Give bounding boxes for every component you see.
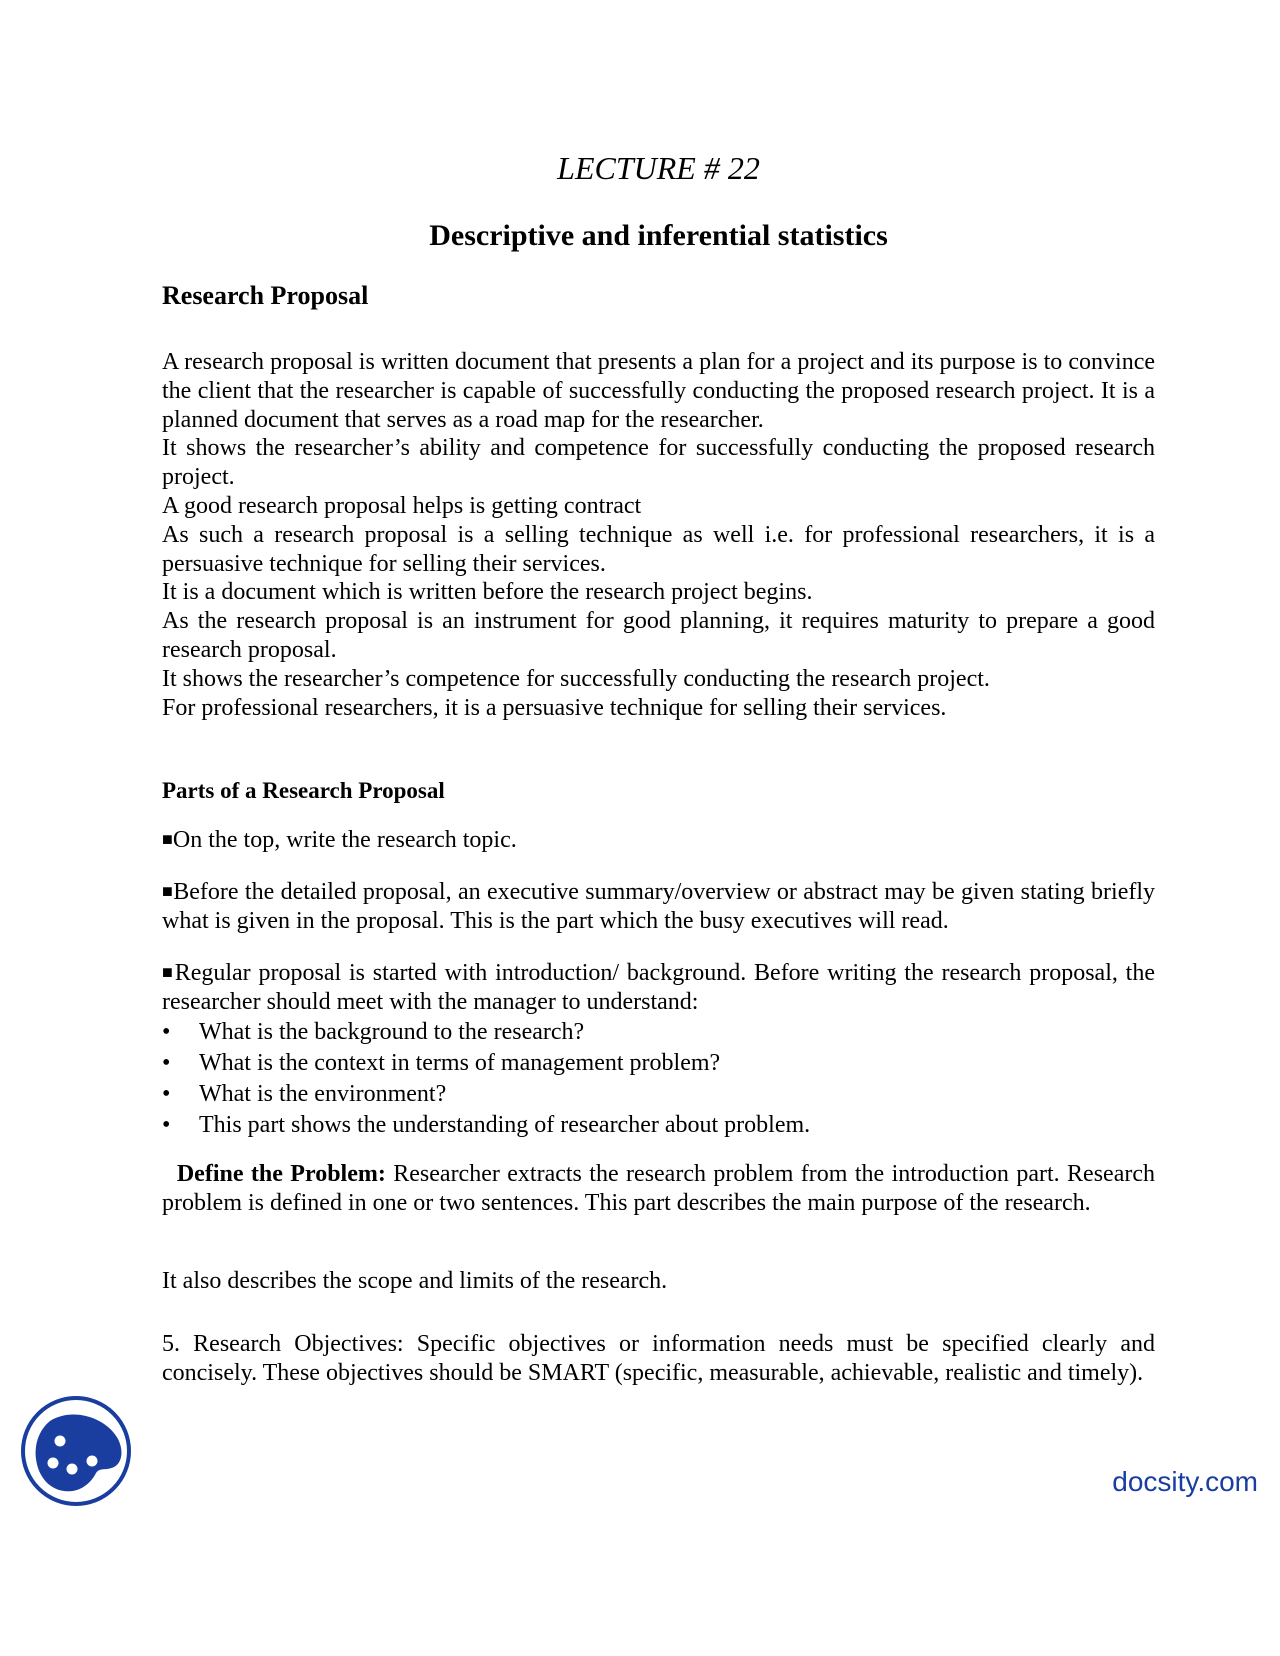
docsity-brand-link[interactable]: docsity.com: [1112, 1466, 1258, 1497]
research-proposal-body: [162, 348, 1155, 722]
define-problem-text: Researcher extracts the research problem from the introduction part. Research problem is defined in one or two sentences. This part describes the main purpose of the research.: [162, 1161, 1155, 1216]
part-item-summary: [162, 877, 1155, 936]
paragraph: A research proposal is written document that presents a plan for a project and its purpose is to convince the client that the researcher is capable of successfully conducting the proposed research project. It is a planned document that serves as a road map for the researcher.: [162, 349, 1155, 433]
paragraph: It shows the researcher’s competence for successfully conducting the research project.: [162, 665, 990, 692]
scope-paragraph: [162, 1267, 1155, 1296]
research-proposal-heading: Research Proposal: [162, 281, 369, 310]
page-title: Descriptive and inferential statistics: [429, 219, 888, 252]
define-problem: [162, 1160, 1155, 1218]
define-problem-label: Define the Problem:: [176, 1161, 386, 1187]
list-item: • What is the environment?: [162, 1079, 1155, 1110]
paragraph: It is a document which is written before the research project begins.: [162, 579, 813, 606]
part-text: On the top, write the research topic.: [172, 827, 517, 853]
scope-text: It also describes the scope and limits of the research.: [162, 1268, 668, 1294]
part-item-introduction: [162, 958, 1155, 1141]
bullet-list: [162, 1017, 1155, 1141]
list-item: • What is the background to the research?: [162, 1017, 1155, 1048]
square-bullet-icon: ■: [162, 829, 173, 849]
paragraph: As such a research proposal is a selling technique as well i.e. for professional researchers, it is a persuasive technique for selling their services.: [162, 521, 1155, 577]
objectives-text: 5. Research Objectives: Specific objectives or information needs must be specified clearly and concisely. These objectives should be SMART (specific, measurable, achievable, realistic and timely).: [162, 1331, 1155, 1386]
paragraph: For professional researchers, it is a persuasive technique for selling their services.: [162, 694, 947, 721]
lecture-number: LECTURE # 22: [557, 150, 760, 186]
list-item: • What is the context in terms of management problem?: [162, 1048, 1155, 1079]
research-objectives: [162, 1330, 1155, 1388]
square-bullet-icon: ■: [162, 962, 175, 982]
docsity-logo-icon: [20, 1395, 132, 1507]
list-item: • This part shows the understanding of researcher about problem.: [162, 1110, 1155, 1141]
part-text: Before the detailed proposal, an executive summary/overview or abstract may be given stating briefly what is given in the proposal. This is the part which the busy executives will read.: [162, 879, 1156, 934]
part-item-topic: [162, 825, 1155, 855]
paragraph: It shows the researcher’s ability and competence for successfully conducting the proposed research project.: [162, 435, 1155, 491]
part-text: Regular proposal is started with introduction/ background. Before writing the research proposal, the researcher should meet with the manager to understand:: [162, 960, 1156, 1015]
parts-heading: Parts of a Research Proposal: [162, 778, 445, 803]
paragraph: As the research proposal is an instrument for good planning, it requires maturity to prepare a good research proposal.: [162, 608, 1155, 663]
square-bullet-icon: ■: [162, 881, 174, 901]
paragraph: A good research proposal helps is getting contract: [162, 492, 642, 519]
